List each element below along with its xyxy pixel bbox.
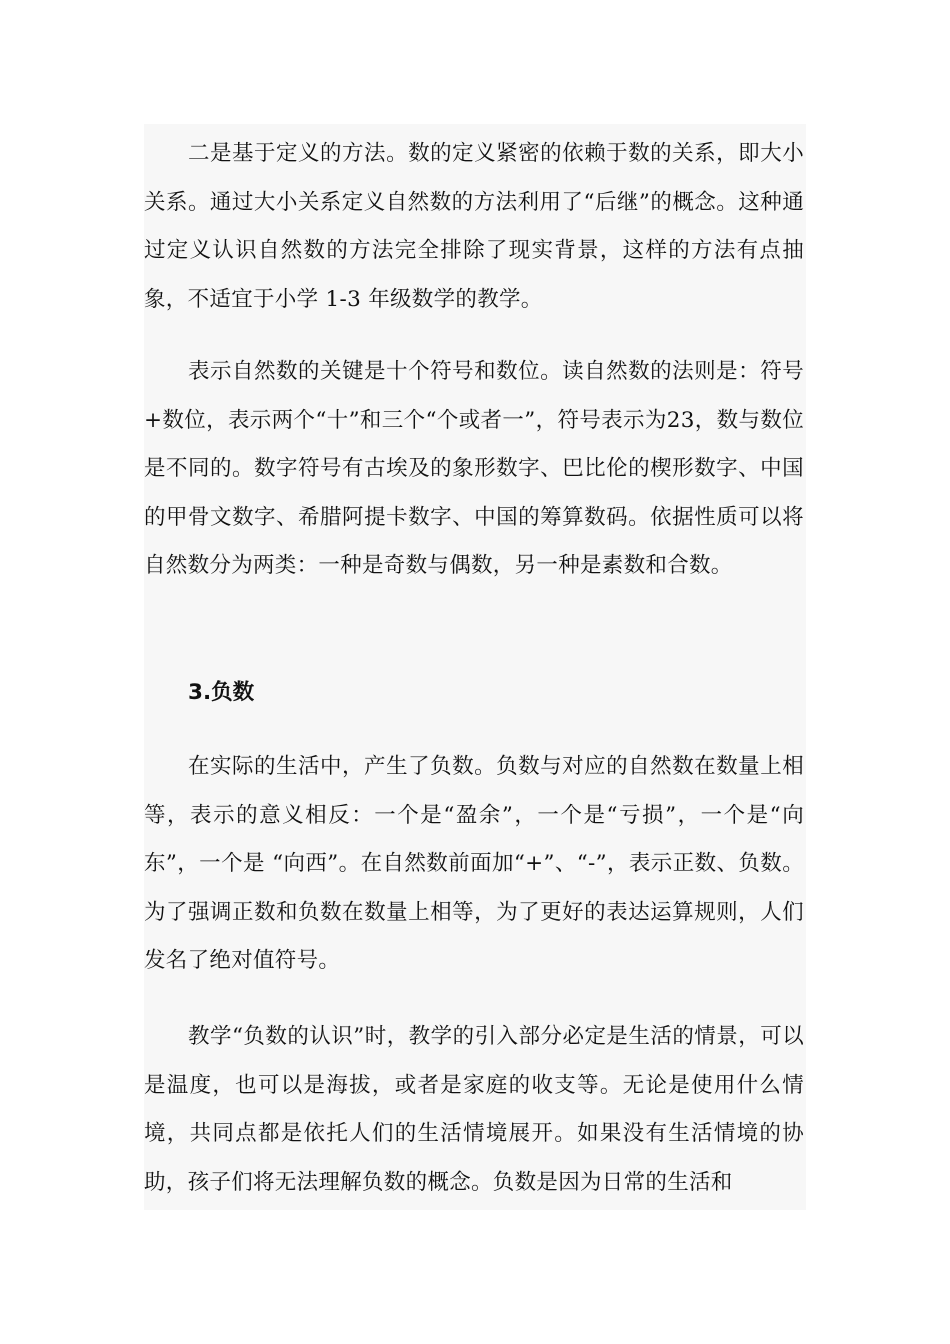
- paragraph-negative-number-origin: 在实际的生活中，产生了负数。负数与对应的自然数在数量上相等，表示的意义相反：一个是“盈余”，一个是“亏损”，一个是“向东”，一个是 “向西”。在自然数前面加“+”、“-”，表示正数、负数。为了强调正数和负数在数量上相等，为了更好的表达运算规则，人们发名了绝对值符号。: [144, 754, 804, 973]
- paragraph-negative-number-teaching: 教学“负数的认识”时，教学的引入部分必定是生活的情景，可以是温度，也可以是海拔，或者是家庭的收支等。无论是使用什么情境，共同点都是依托人们的生活情境展开。如果没有生活情境的协助，孩子们将无法理解负数的概念。负数是因为日常的生活和: [144, 1024, 804, 1195]
- paragraph-natural-number-symbols: 表示自然数的关键是十个符号和数位。读自然数的法则是：符号+数位，表示两个“十”和三个“个或者一”，符号表示为23，数与数位是不同的。数字符号有古埃及的象形数字、巴比伦的楔形数字、中国的甲骨文数字、希腊阿提卡数字、中国的筹算数码。依据性质可以将自然数分为两类：一种是奇数与偶数，另一种是素数和合数。: [144, 359, 804, 578]
- section-heading-negative-numbers: 3.负数: [188, 680, 255, 705]
- paragraph-definition-method: 二是基于定义的方法。数的定义紧密的依赖于数的关系，即大小关系。通过大小关系定义自然数的方法利用了“后继”的概念。这种通过定义认识自然数的方法完全排除了现实背景，这样的方法有点抽象，不适宜于小学 1-3 年级数学的教学。: [144, 141, 804, 312]
